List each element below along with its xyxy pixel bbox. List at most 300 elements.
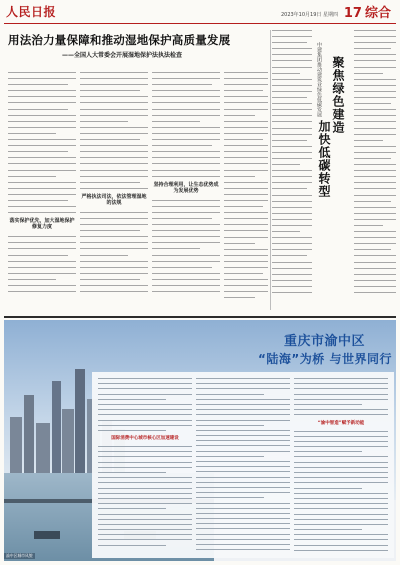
text-line [8, 212, 76, 213]
text-line [294, 409, 388, 410]
text-line [354, 237, 396, 238]
text-line [224, 255, 268, 256]
text-line [152, 145, 212, 146]
text-line [354, 42, 396, 43]
text-line [272, 280, 312, 281]
text-line [272, 195, 312, 196]
text-line [196, 534, 290, 535]
text-line [272, 207, 312, 208]
text-line [272, 79, 312, 80]
text-line [272, 73, 300, 74]
lead-subheadline: ——全国人大常委会开展湿地保护法执法检查 [62, 52, 183, 59]
text-line [294, 404, 362, 405]
text-line [98, 508, 166, 509]
text-line [8, 242, 76, 243]
text-line [294, 477, 388, 478]
text-line [272, 274, 312, 275]
text-line [196, 487, 290, 488]
text-line [152, 273, 220, 274]
text-line [224, 84, 268, 85]
text-line [152, 121, 200, 122]
text-line [224, 157, 268, 158]
text-line [80, 261, 148, 262]
text-line [354, 201, 391, 202]
side-article-column-1 [272, 30, 312, 298]
text-line [354, 97, 396, 98]
text-line [80, 285, 148, 286]
text-line [224, 188, 268, 189]
page-header [344, 2, 394, 21]
text-line [80, 236, 148, 237]
text-line [196, 492, 290, 493]
text-line [80, 139, 140, 140]
text-line [152, 218, 212, 219]
side-article-column-2 [354, 30, 396, 298]
text-line [272, 140, 307, 141]
text-line [294, 472, 388, 473]
text-line [294, 534, 388, 535]
text-line [196, 513, 290, 514]
text-line [8, 72, 76, 73]
feature-title [218, 328, 394, 368]
text-line [354, 213, 396, 214]
text-line [98, 425, 192, 426]
text-line [224, 200, 268, 201]
text-line [80, 273, 148, 274]
text-line [354, 103, 391, 104]
text-line [272, 188, 307, 189]
text-line [354, 170, 396, 171]
text-line [354, 255, 396, 256]
text-line [80, 145, 148, 146]
text-line [80, 90, 140, 91]
text-line [354, 249, 391, 250]
text-line [224, 176, 255, 177]
text-line [294, 524, 388, 525]
text-line [354, 164, 396, 165]
text-line [272, 213, 312, 214]
text-line [196, 456, 264, 457]
feature-title-line-1: 重庆市渝中区 [284, 334, 366, 349]
text-line [8, 145, 76, 146]
text-line [8, 127, 76, 128]
text-line [8, 109, 68, 110]
text-line [196, 383, 290, 384]
text-line [294, 378, 388, 379]
feature-title-line-2: “陆海”为桥 与世界同行 [258, 352, 392, 366]
text-line [152, 230, 220, 231]
text-line [152, 242, 220, 243]
text-line [294, 436, 388, 437]
text-line [8, 291, 76, 292]
text-line [196, 430, 290, 431]
text-line [224, 96, 268, 97]
text-line [272, 97, 307, 98]
text-line [272, 36, 312, 37]
building [24, 395, 34, 481]
text-line [294, 539, 388, 540]
text-line [354, 274, 396, 275]
article-column-2 [80, 72, 148, 310]
text-line [8, 84, 68, 85]
text-line [294, 519, 388, 520]
text-line [196, 539, 290, 540]
text-line [80, 109, 148, 110]
text-line [224, 297, 255, 298]
text-line [354, 67, 396, 68]
ship [34, 531, 60, 539]
text-line [80, 188, 148, 189]
text-line [152, 72, 220, 73]
text-line [80, 267, 148, 268]
text-line [8, 176, 56, 177]
text-line [196, 404, 290, 405]
text-line [224, 206, 263, 207]
text-line [196, 466, 290, 467]
text-line [224, 218, 268, 219]
text-line [354, 73, 383, 74]
text-line [80, 72, 148, 73]
text-line [98, 493, 192, 494]
text-line [8, 261, 76, 262]
text-line [272, 109, 312, 110]
text-line [354, 152, 396, 153]
feature-section [4, 320, 396, 561]
text-line [272, 176, 312, 177]
text-line [224, 291, 268, 292]
text-line [272, 115, 312, 116]
text-line [224, 285, 268, 286]
text-line [294, 550, 388, 551]
text-line [98, 467, 192, 468]
text-line [354, 85, 396, 86]
text-line [196, 482, 290, 483]
text-line [152, 115, 220, 116]
text-line [224, 261, 268, 262]
text-line [80, 102, 148, 103]
building [52, 381, 61, 481]
text-line [196, 471, 290, 472]
text-line [272, 54, 312, 55]
text-line [224, 279, 268, 280]
text-line [354, 36, 396, 37]
text-line [196, 445, 290, 446]
text-line [294, 529, 362, 530]
text-line [224, 267, 268, 268]
lead-subhead-1: 落实保护优先，加大湿地保护修复力度 [9, 218, 75, 231]
text-line [196, 497, 264, 498]
text-line [8, 90, 76, 91]
text-line [272, 249, 312, 250]
text-line [272, 237, 312, 238]
article-column-3 [152, 72, 220, 310]
text-line [152, 176, 220, 177]
text-line [8, 279, 56, 280]
text-line [224, 133, 268, 134]
lead-subhead-3: 坚持合理利用，让生态优势成为发展优势 [153, 181, 219, 194]
text-line [80, 182, 140, 183]
text-line [272, 262, 312, 263]
text-line [272, 67, 312, 68]
text-line [224, 121, 268, 122]
text-line [354, 195, 396, 196]
feature-column-1 [98, 378, 192, 554]
text-line [80, 224, 148, 225]
text-line [272, 255, 307, 256]
text-line [152, 96, 220, 97]
text-line [272, 48, 312, 49]
text-line [80, 127, 148, 128]
text-line [152, 90, 220, 91]
text-line [80, 151, 148, 152]
text-line [224, 182, 268, 183]
feature-column-2 [196, 378, 290, 554]
text-line [152, 291, 220, 292]
text-line [98, 545, 166, 546]
text-line [80, 78, 148, 79]
text-line [152, 279, 220, 280]
text-line [152, 109, 220, 110]
text-line [224, 243, 255, 244]
text-line [152, 261, 220, 262]
text-line [98, 451, 192, 452]
text-line [98, 383, 192, 384]
text-line [354, 280, 396, 281]
text-line [196, 549, 290, 550]
upper-section [4, 26, 396, 314]
text-line [152, 151, 220, 152]
text-line [152, 157, 220, 158]
text-line [272, 42, 307, 43]
text-line [80, 84, 148, 85]
text-line [224, 212, 268, 213]
text-line [354, 182, 396, 183]
text-line [354, 54, 396, 55]
text-line [152, 139, 220, 140]
text-line [152, 102, 220, 103]
feature-column-3 [294, 378, 388, 554]
text-line [354, 140, 383, 141]
text-line [272, 201, 312, 202]
text-line [196, 394, 264, 395]
feature-text-panel [92, 372, 394, 558]
text-line [354, 243, 396, 244]
text-line [196, 451, 290, 452]
text-line [354, 146, 396, 147]
text-line [354, 30, 396, 31]
text-line [294, 503, 388, 504]
text-line [80, 163, 148, 164]
text-line [196, 440, 290, 441]
text-line [8, 273, 76, 274]
text-line [80, 255, 128, 256]
text-line [80, 248, 148, 249]
text-line [98, 524, 192, 525]
text-line [224, 170, 268, 171]
text-line [98, 498, 192, 499]
text-line [8, 96, 76, 97]
text-line [196, 528, 290, 529]
text-line [272, 182, 312, 183]
text-line [8, 236, 76, 237]
text-line [224, 139, 263, 140]
text-line [272, 128, 312, 129]
text-line [224, 115, 255, 116]
text-line [294, 493, 388, 494]
text-line [224, 230, 268, 231]
text-line [354, 134, 396, 135]
text-line [152, 267, 212, 268]
text-line [272, 292, 312, 293]
text-line [294, 456, 388, 457]
text-line [196, 523, 290, 524]
text-line [224, 78, 268, 79]
text-line [294, 488, 362, 489]
text-line [354, 207, 396, 208]
text-line [98, 430, 166, 431]
side-headline-line-1: 聚焦绿色建造 [331, 56, 345, 134]
page-number: 17 [343, 6, 362, 21]
text-line [224, 127, 268, 128]
side-headline-line-2: 加快低碳转型 [317, 120, 331, 198]
text-line [294, 451, 362, 452]
text-line [152, 163, 220, 164]
text-line [8, 248, 76, 249]
text-line [294, 414, 388, 415]
text-line [8, 182, 76, 183]
text-line [98, 462, 192, 463]
section-divider [4, 316, 396, 318]
text-line [224, 224, 268, 225]
text-line [272, 85, 312, 86]
article-column-1 [8, 72, 76, 310]
text-line [272, 30, 312, 31]
text-line [272, 134, 312, 135]
text-line [354, 268, 396, 269]
text-line [224, 249, 268, 250]
text-line [8, 133, 56, 134]
text-line [294, 388, 388, 389]
text-line [272, 158, 312, 159]
text-line [8, 163, 76, 164]
text-line [8, 188, 76, 189]
newspaper-logo: 人民日报 [6, 5, 57, 19]
text-line [98, 404, 192, 405]
text-line [272, 164, 300, 165]
text-line [272, 152, 312, 153]
text-line [98, 472, 166, 473]
text-line [152, 206, 220, 207]
text-line [152, 170, 220, 171]
text-line [272, 121, 312, 122]
photo-caption: 渝中区城市风貌 [6, 553, 33, 558]
text-line [98, 477, 192, 478]
text-line [80, 133, 148, 134]
text-line [294, 498, 388, 499]
text-line [196, 414, 290, 415]
text-line [224, 109, 268, 110]
lead-subhead-2: 严格执法司法，依法管理湿地的法规 [81, 193, 147, 206]
text-line [294, 508, 388, 509]
text-line [354, 231, 396, 232]
text-line [8, 170, 76, 171]
text-line [224, 273, 263, 274]
text-line [80, 176, 148, 177]
text-line [354, 60, 396, 61]
text-line [294, 545, 388, 546]
feature-subhead-1: 国际消费中心城市核心区加速建设 [111, 436, 179, 442]
text-line [8, 200, 68, 201]
text-line [98, 539, 192, 540]
text-line [354, 158, 391, 159]
text-line [272, 286, 312, 287]
text-line [294, 441, 388, 442]
text-line [98, 399, 166, 400]
text-line [98, 503, 192, 504]
text-line [152, 200, 220, 201]
text-line [98, 534, 192, 535]
text-line [152, 255, 220, 256]
section-name: 综合 [364, 6, 391, 21]
text-line [294, 467, 388, 468]
text-line [152, 285, 220, 286]
text-line [8, 115, 76, 116]
text-line [152, 236, 220, 237]
text-line [272, 231, 300, 232]
text-line [294, 399, 388, 400]
text-line [80, 230, 140, 231]
feature-subhead-2: “渝中智造”赋予新动能 [317, 420, 365, 426]
text-line [98, 409, 192, 410]
text-line [8, 157, 76, 158]
text-line [80, 170, 148, 171]
text-line [80, 218, 148, 219]
text-line [272, 103, 312, 104]
text-line [196, 461, 290, 462]
text-line [354, 225, 383, 226]
text-line [98, 446, 192, 447]
text-line [354, 115, 396, 116]
text-line [354, 176, 396, 177]
issue-date: 2023年10月19日 星期四 [280, 12, 338, 18]
text-line [98, 519, 192, 520]
building [75, 369, 85, 481]
text-line [294, 431, 388, 432]
text-line [80, 291, 148, 292]
text-line [272, 219, 312, 220]
side-article-headline [316, 56, 350, 216]
text-line [272, 243, 312, 244]
text-line [152, 224, 220, 225]
text-line [354, 219, 396, 220]
text-line [80, 157, 148, 158]
text-line [354, 128, 396, 129]
text-line [8, 255, 68, 256]
text-line [196, 420, 290, 421]
column-divider [270, 30, 271, 310]
text-line [272, 91, 312, 92]
text-line [272, 225, 312, 226]
text-line [272, 268, 312, 269]
text-line [8, 102, 76, 103]
text-line [354, 292, 396, 293]
text-line [8, 121, 76, 122]
text-line [294, 446, 388, 447]
text-line [8, 194, 76, 195]
text-line [98, 414, 192, 415]
text-line [80, 121, 128, 122]
text-line [224, 145, 268, 146]
